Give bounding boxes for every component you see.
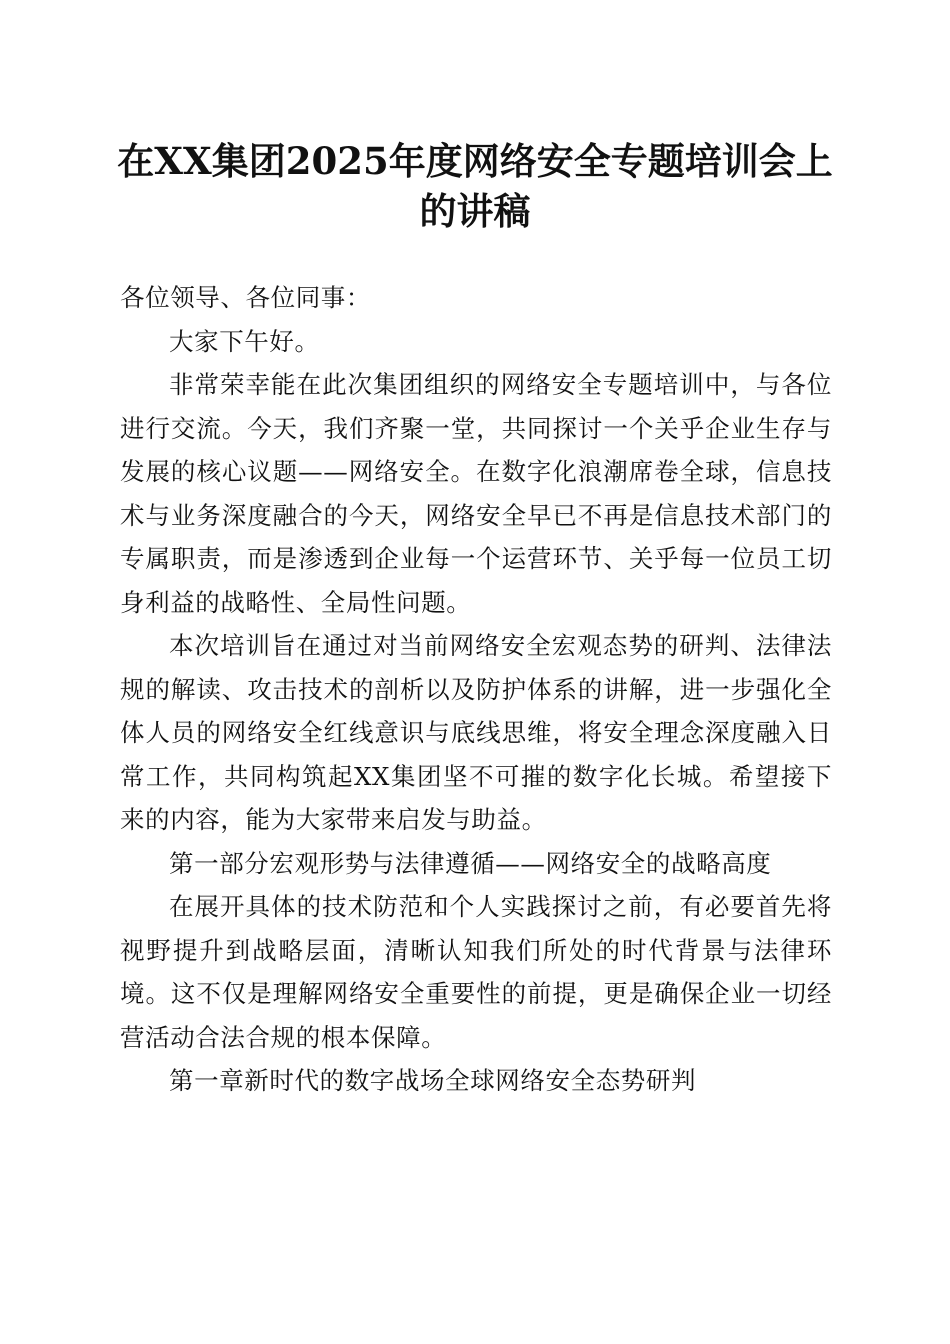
intro-paragraph-2: 本次培训旨在通过对当前网络安全宏观态势的研判、法律法规的解读、攻击技术的剖析以及防护体系的讲解，进一步强化全体人员的网络安全红线意识与底线思维，将安全理念深度融入日常工作，共同构筑起XX集团坚不可摧的数字化长城。希望接下来的内容，能为大家带来启发与助益。: [120, 631, 832, 834]
chapter-heading: 第一章新时代的数字战场全球网络安全态势研判: [169, 1066, 697, 1095]
document-body: [120, 276, 832, 1103]
greeting: 大家下午好。: [169, 326, 320, 356]
intro-paragraph-1: 非常荣幸能在此次集团组织的网络安全专题培训中，与各位进行交流。今天，我们齐聚一堂，共同探讨一个关乎企业生存与发展的核心议题——网络安全。在数字化浪潮席卷全球，信息技术与业务深度融合的今天，网络安全早已不再是信息技术部门的专属职责，而是渗透到企业每一个运营环节、关乎每一位员工切身利益的战略性、全局性问题。: [120, 370, 832, 617]
document-title: 在XX集团2025年度网络安全专题培训会上的讲稿: [117, 139, 833, 233]
part-heading: 第一部分宏观形势与法律遵循——网络安全的战略高度: [169, 848, 772, 878]
part-paragraph: 在展开具体的技术防范和个人实践探讨之前，有必要首先将视野提升到战略层面，清晰认知我们所处的时代背景与法律环境。这不仅是理解网络安全重要性的前提，更是确保企业一切经营活动合法合规的根本保障。: [120, 892, 832, 1052]
salutation: 各位领导、各位同事：: [120, 283, 371, 312]
